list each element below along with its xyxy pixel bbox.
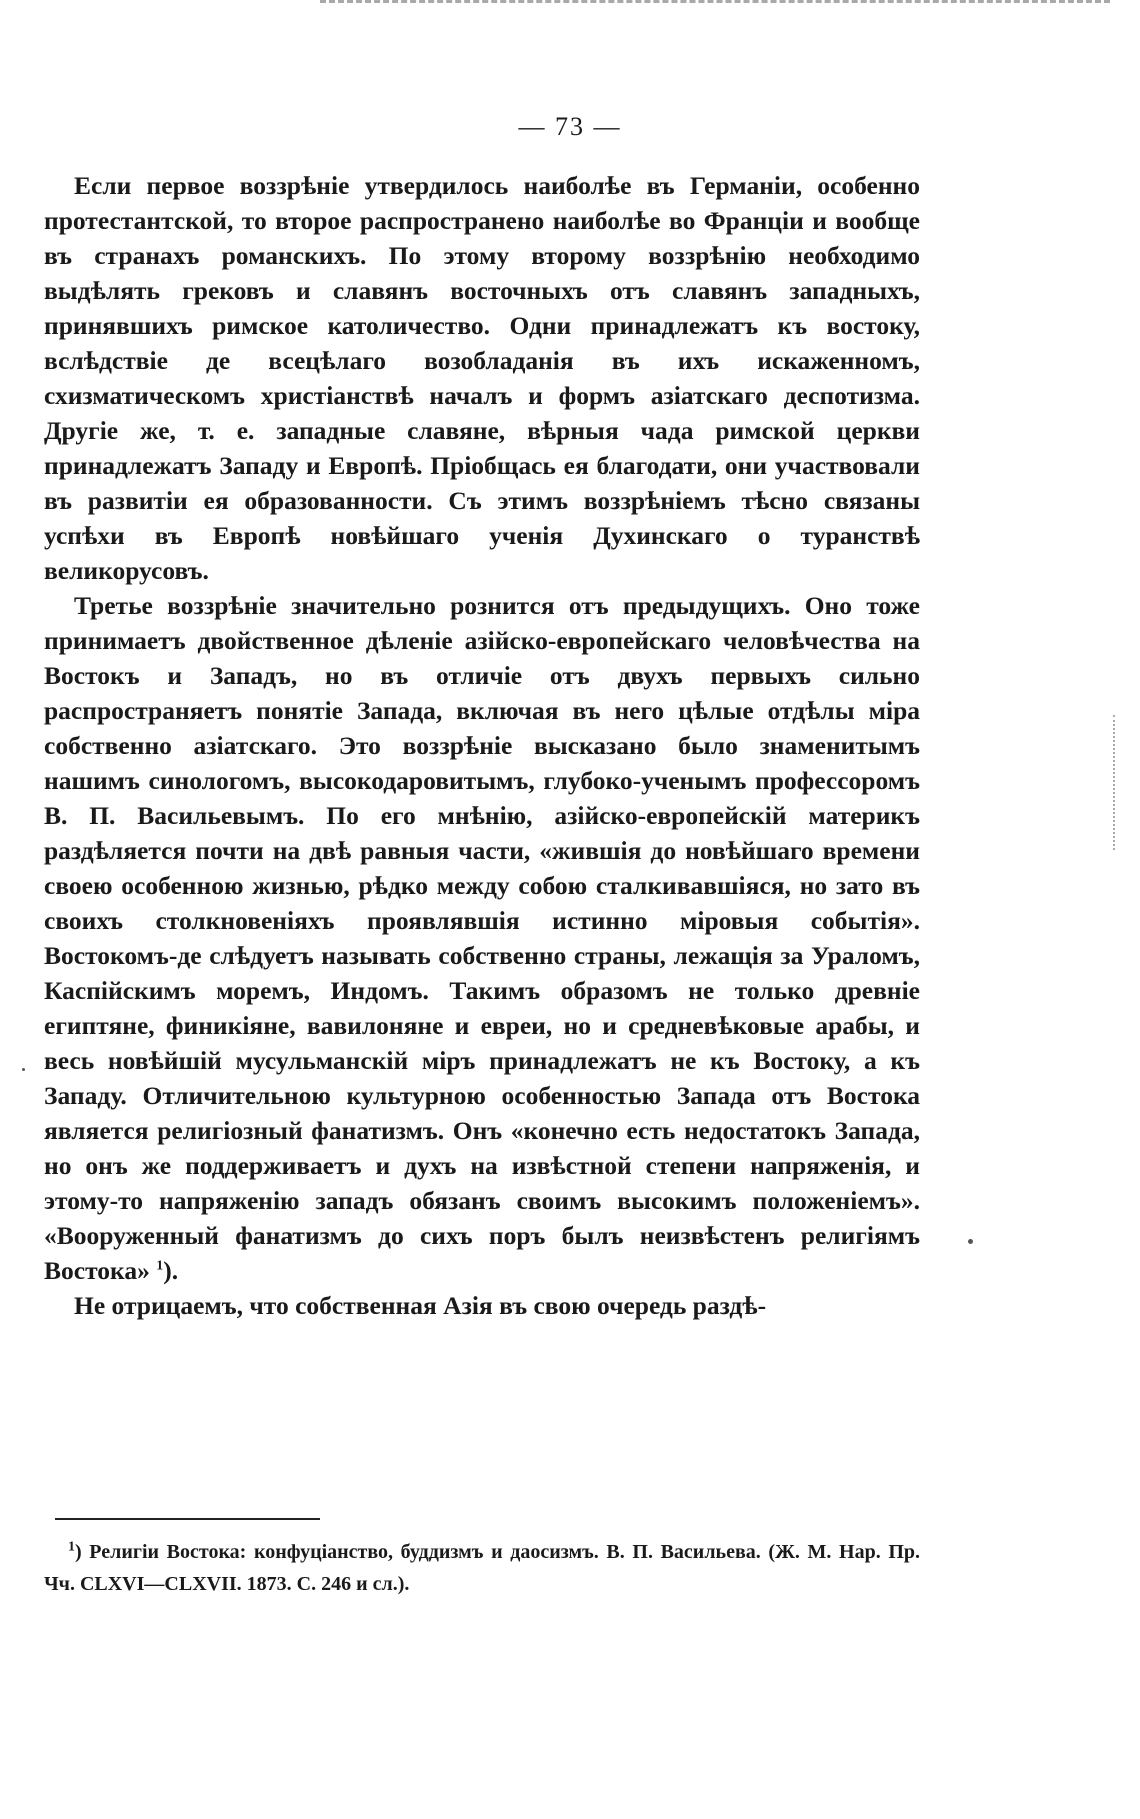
paragraph-2-tail: ). xyxy=(163,1256,179,1285)
footnote-reference[interactable]: 1 xyxy=(156,1258,164,1274)
footnote-marker: 1 xyxy=(68,1539,75,1555)
scan-edge-artifact xyxy=(320,0,1110,11)
paragraph-2-text: Третье воззрѣніе значительно рознится отъ предыдущихъ. Оно тоже принимаетъ двойственное дѣленіе азійско-европейскаго человѣчества на Востокъ и Западъ, но въ отличіе отъ двухъ первыхъ сильно распространяетъ понятіе Запада, включая въ него цѣлые отдѣлы міра собственно азіатскаго. Это воззрѣніе высказано было знаменитымъ нашимъ синологомъ, высокодаровитымъ, глубоко-ученымъ профессоромъ В. П. Васильевымъ. По его мнѣнію, азійско-европейскій материкъ раздѣляется почти на двѣ равныя части, «жившія до новѣйшаго времени своею особенною жизнью, рѣдко между собою сталкивавшіяся, но зато въ своихъ столкновеніяхъ проявлявшія истинно міровыя событія». Востокомъ-де слѣдуетъ называть собственно страны, лежащія за Ураломъ, Каспійскимъ моремъ, Индомъ. Такимъ образомъ не только древніе египтяне, финикіяне, вавилоняне и евреи, но и средневѣковые арабы, и весь новѣйшій мусульманскій міръ принадлежатъ не къ Востоку, а къ Западу. Отличительною культурною особенностью Запада отъ Востока является религіозный фанатизмъ. Онъ «конечно есть недостатокъ Запада, но онъ же поддерживаетъ и духъ на извѣстной степени напряженія, и этому-то напряженію западъ обязанъ своимъ высокимъ положеніемъ». «Вооруженный фанатизмъ до сихъ поръ былъ неизвѣстенъ религіямъ Востока» xyxy=(44,591,920,1285)
paragraph-1: Если первое воззрѣніе утвердилось наиболѣе въ Германіи, особенно протестантской, то второе распространено наиболѣе во Франціи и вообще въ странахъ романскихъ. По этому второму воззрѣнію необходимо выдѣлять грековъ и славянъ восточныхъ отъ славянъ западныхъ, принявшихъ римское католичество. Одни принадлежатъ къ востоку, вслѣдствіе де всецѣлаго возобладанія въ ихъ искаженномъ, схизматическомъ христіанствѣ началъ и формъ азіатскаго деспотизма. Другіе же, т. е. западные славяне, вѣрныя чада римской церкви принадлежатъ Западу и Европѣ. Пріобщась ея благодати, они участвовали въ развитіи ея образованности. Съ этимъ воззрѣніемъ тѣсно связаны успѣхи въ Европѣ новѣйшаго ученія Духинскаго о туранствѣ великорусовъ. xyxy=(44,171,920,585)
paragraph-3: Не отрицаемъ, что собственная Азія въ свою очередь раздѣ- xyxy=(74,1291,767,1320)
footnote xyxy=(44,1536,920,1600)
footnote-divider xyxy=(55,1518,320,1520)
footnote-line xyxy=(44,1536,920,1600)
footnote-text: ) Религіи Востока: конфуціанство, буддизмъ и даосизмъ. В. П. Васильева. (Ж. М. Нар. Пр. Чч. CLXVI—CLXVII. 1873. С. 246 и сл.). xyxy=(44,1541,920,1595)
margin-dots xyxy=(1113,715,1118,850)
main-text xyxy=(44,168,920,1323)
ink-speck xyxy=(22,1068,25,1071)
page-number: — 73 — xyxy=(518,112,622,141)
ink-speck xyxy=(968,1239,973,1244)
paragraph-2 xyxy=(44,588,920,1288)
